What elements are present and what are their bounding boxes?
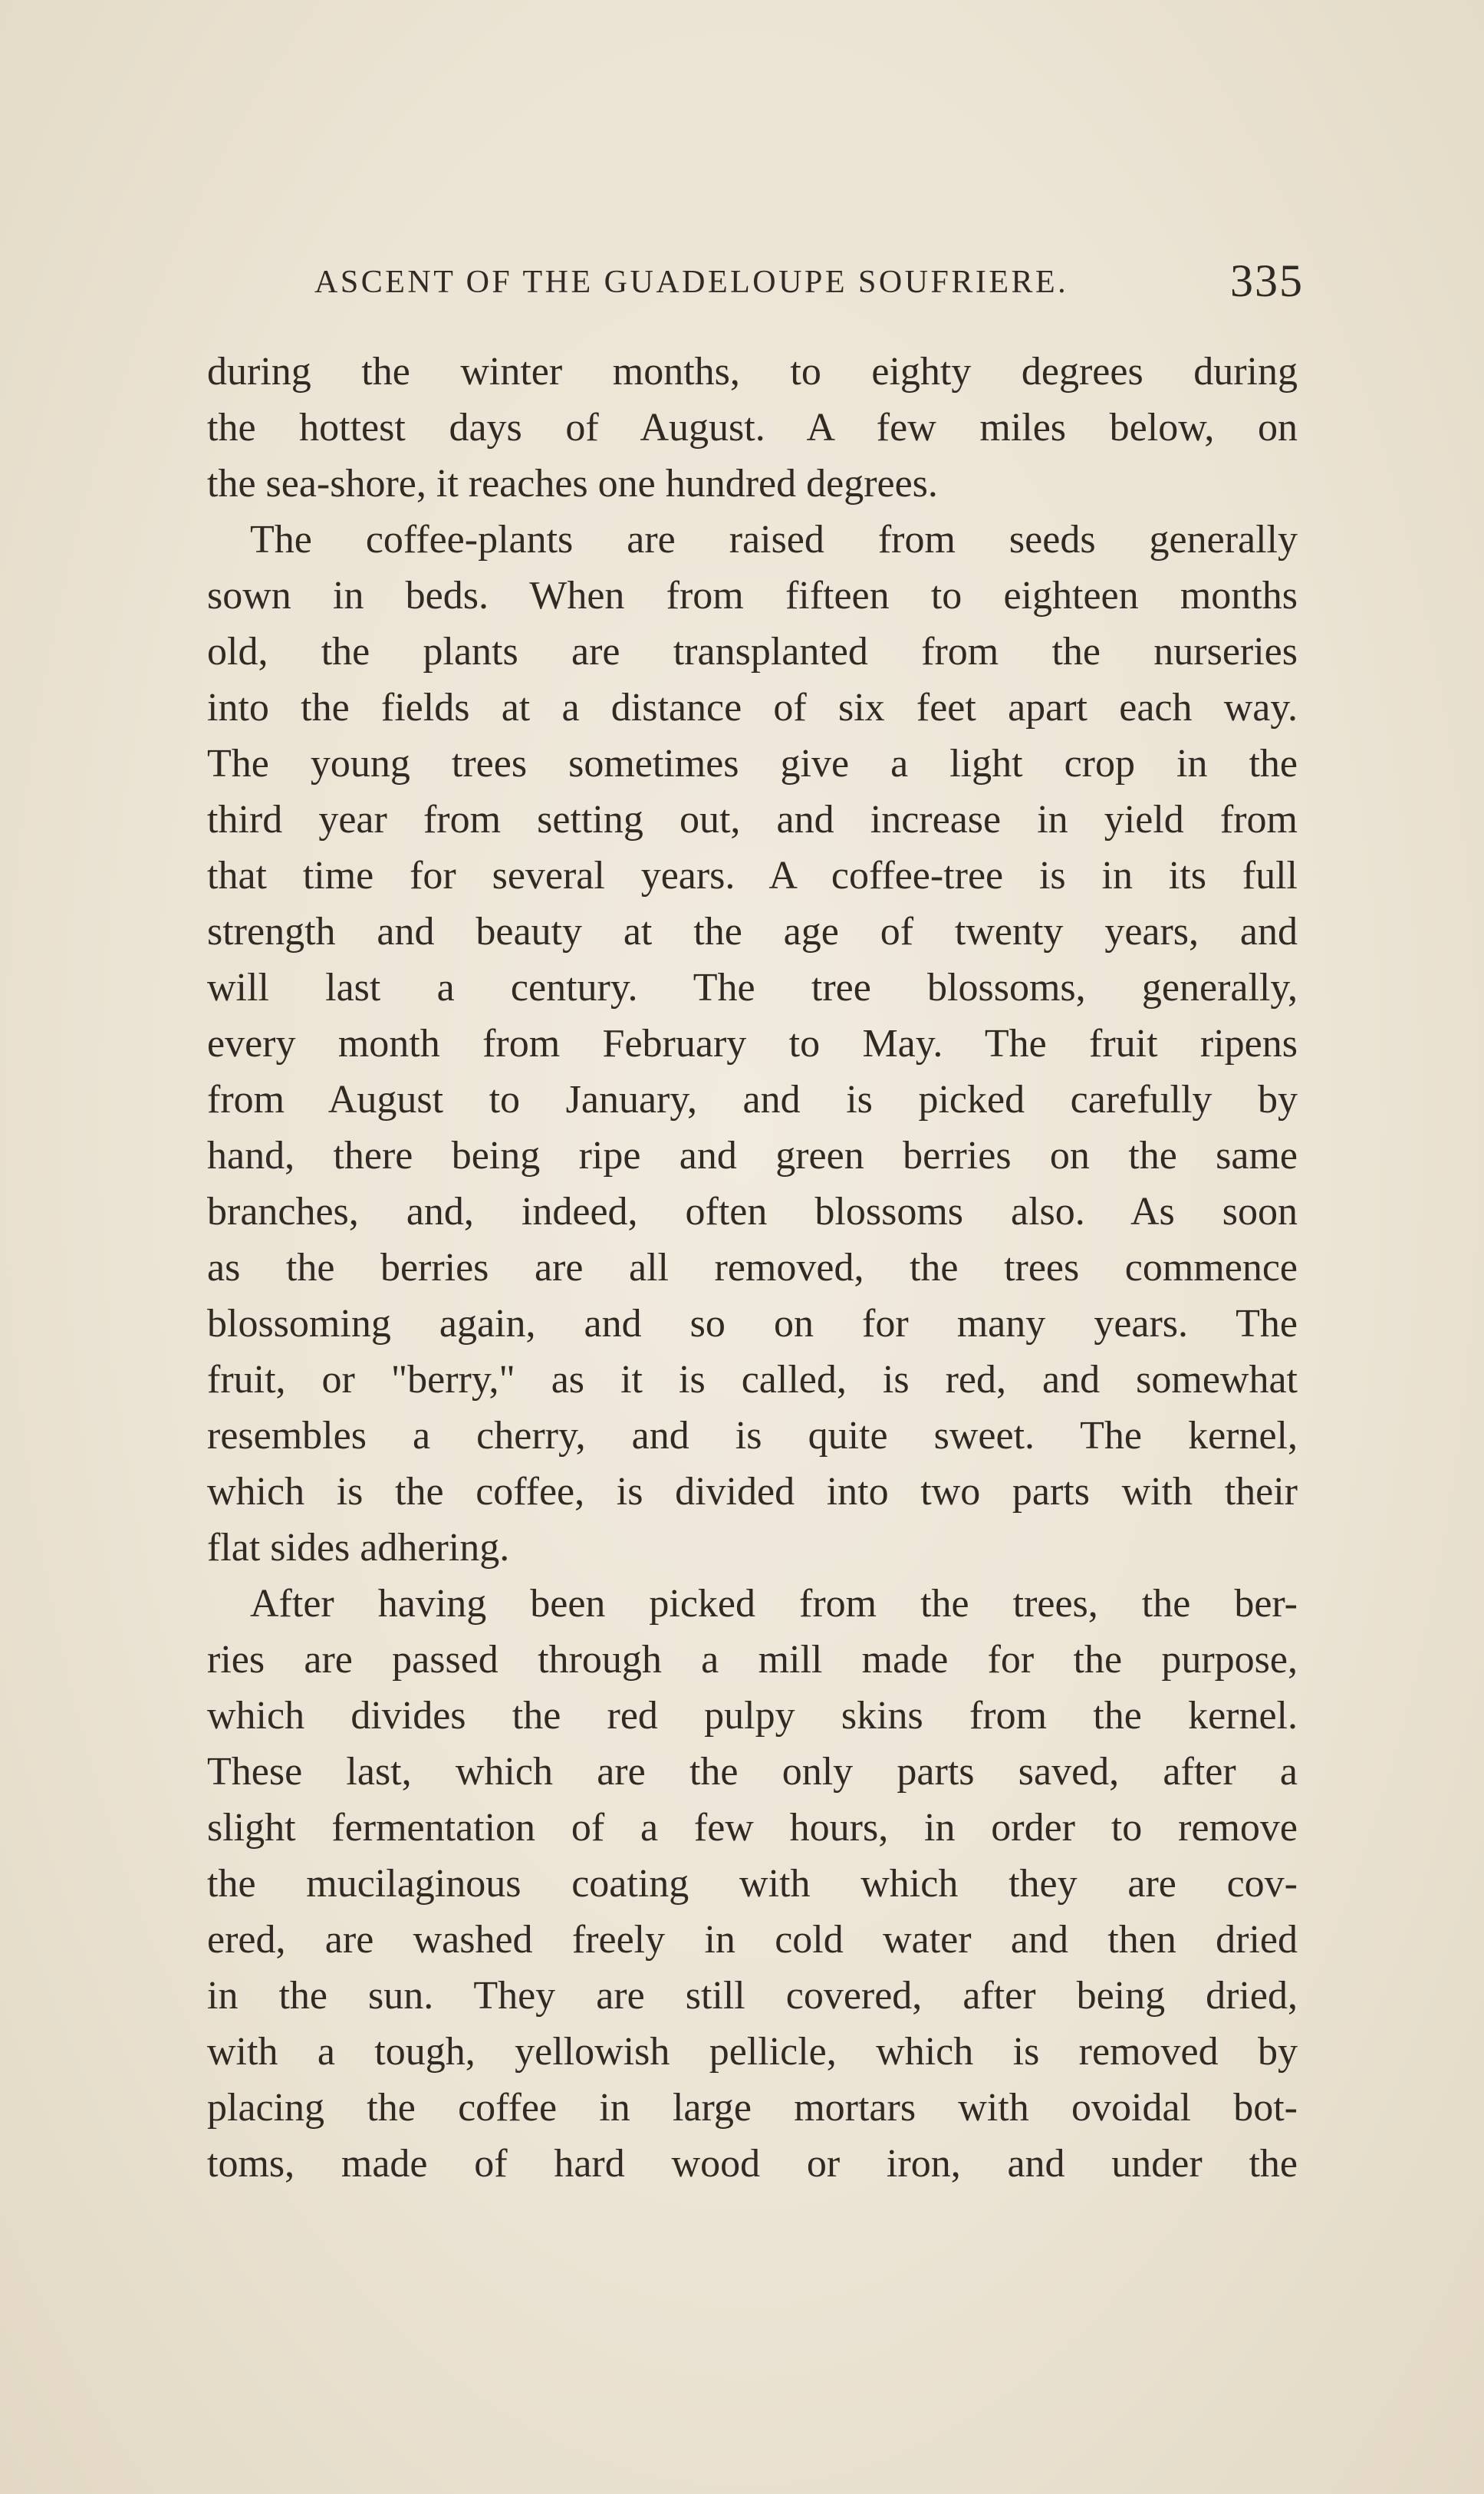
text-line: ries are passed through a mill made for the purpose, bbox=[207, 1638, 1298, 1682]
text-line: resembles a cherry, and is quite sweet. The kernel, bbox=[207, 1414, 1298, 1458]
text-line: which is the coffee, is divided into two parts with their bbox=[207, 1470, 1298, 1514]
text-line: The coffee-plants are raised from seeds generally bbox=[250, 518, 1298, 562]
text-line: After having been picked from the trees, the ber- bbox=[250, 1582, 1298, 1626]
text-line: in the sun. They are still covered, after being dried, bbox=[207, 1974, 1298, 2018]
text-line: with a tough, yellowish pellicle, which is removed by bbox=[207, 2030, 1298, 2074]
text-line: old, the plants are transplanted from the nurseries bbox=[207, 630, 1298, 674]
text-line: every month from February to May. The fruit ripens bbox=[207, 1022, 1298, 1066]
text-line: third year from setting out, and increase in yield from bbox=[207, 798, 1298, 842]
text-line: hand, there being ripe and green berries on the same bbox=[207, 1134, 1298, 1178]
text-line: will last a century. The tree blossoms, generally, bbox=[207, 966, 1298, 1010]
text-line: during the winter months, to eighty degrees during bbox=[207, 350, 1298, 394]
text-line: slight fermentation of a few hours, in order to remove bbox=[207, 1806, 1298, 1850]
text-line: the hottest days of August. A few miles below, on bbox=[207, 406, 1298, 450]
text-line: strength and beauty at the age of twenty years, and bbox=[207, 910, 1298, 954]
text-line: as the berries are all removed, the trees commence bbox=[207, 1246, 1298, 1290]
text-line: the sea-shore, it reaches one hundred degrees. bbox=[207, 462, 938, 506]
text-line: from August to January, and is picked carefully by bbox=[207, 1078, 1298, 1122]
running-title: ASCENT OF THE GUADELOUPE SOUFRIERE. bbox=[314, 265, 1069, 300]
running-head bbox=[314, 255, 1396, 313]
text-line: These last, which are the only parts saved, after a bbox=[207, 1750, 1298, 1794]
text-line: ered, are washed freely in cold water and then dried bbox=[207, 1918, 1298, 1962]
text-line: fruit, or "berry," as it is called, is red, and somewhat bbox=[207, 1358, 1298, 1402]
text-line: branches, and, indeed, often blossoms also. As soon bbox=[207, 1190, 1298, 1234]
text-line: toms, made of hard wood or iron, and under the bbox=[207, 2142, 1298, 2186]
text-line: placing the coffee in large mortars with ovoidal bot- bbox=[207, 2086, 1298, 2130]
text-line: The young trees sometimes give a light crop in the bbox=[207, 742, 1298, 786]
text-line: sown in beds. When from fifteen to eighteen months bbox=[207, 574, 1298, 618]
text-line: blossoming again, and so on for many years. The bbox=[207, 1302, 1298, 1346]
text-line: the mucilaginous coating with which they are cov- bbox=[207, 1862, 1298, 1906]
text-line: into the fields at a distance of six feet apart each way. bbox=[207, 686, 1298, 730]
body-text bbox=[207, 344, 1298, 2192]
page-number: 335 bbox=[1230, 255, 1304, 306]
text-line: that time for several years. A coffee-tree is in its full bbox=[207, 854, 1298, 898]
text-line: which divides the red pulpy skins from the kernel. bbox=[207, 1694, 1298, 1738]
text-line: flat sides adhering. bbox=[207, 1526, 510, 1570]
